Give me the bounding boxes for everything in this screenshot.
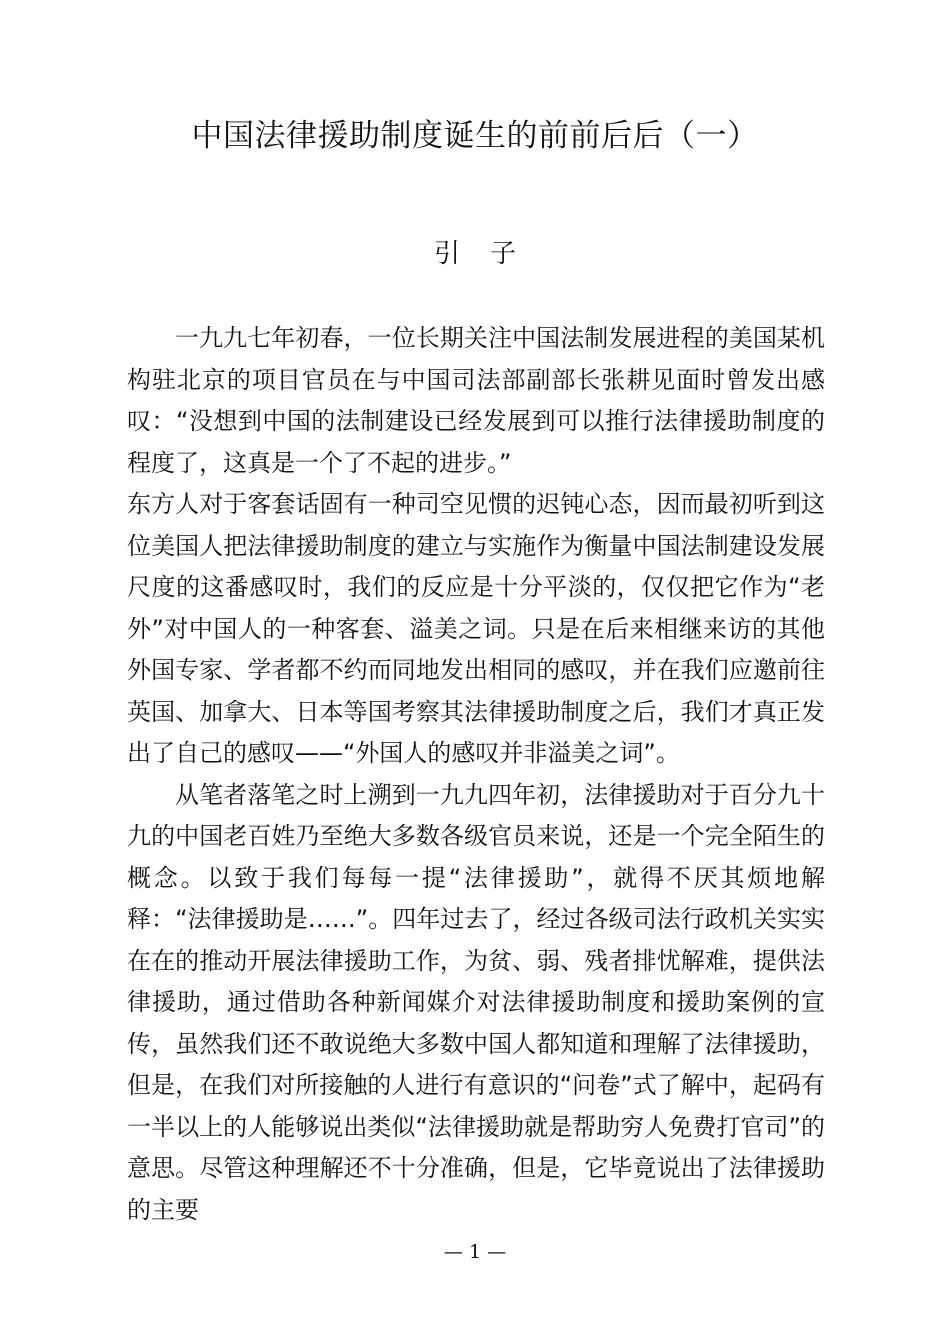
body-text <box>127 318 825 1231</box>
paragraph-3: 从笔者落笔之时上溯到一九九四年初，法律援助对于百分九十九的中国老百姓乃至绝大多数各级官员来说，还是一个完全陌生的概念。以致于我们每每一提“法律援助”，就得不厌其烦地解释：“法律援助是……”。四年过去了，经过各级司法行政机关实实在在的推动开展法律援助工作，为贫、弱、残者排忧解难，提供法律援助，通过借助各种新闻媒介对法律援助制度和援助案例的宣传，虽然我们还不敢说绝大多数中国人都知道和理解了法律援助，但是，在我们对所接触的人进行有意识的“问卷”式了解中，起码有一半以上的人能够说出类似“法律援助就是帮助穷人免费打官司”的意思。尽管这种理解还不十分准确，但是，它毕竟说出了法律援助的主要 <box>127 780 825 1224</box>
section-heading-char-1: 引 <box>433 239 460 269</box>
section-heading <box>0 232 950 276</box>
section-heading-char-2: 子 <box>490 239 517 269</box>
document-title: 中国法律援助制度诞生的前前后后（一） <box>191 118 759 154</box>
paragraph-1: 一九九七年初春，一位长期关注中国法制发展进程的美国某机构驻北京的项目官员在与中国司法部副部长张耕见面时曾发出感叹：“没想到中国的法制建设已经发展到可以推行法律援助制度的程度了，这真是一个了不起的进步。” <box>127 324 825 477</box>
page-number: — 1 — <box>443 1241 507 1263</box>
paragraph-2: 东方人对于客套话固有一种司空见惯的迟钝心态，因而最初听到这位美国人把法律援助制度的建立与实施作为衡量中国法制建设发展尺度的这番感叹时，我们的反应是十分平淡的，仅仅把它作为“老外”对中国人的一种客套、溢美之词。只是在后来相继来访的其他外国专家、学者都不约而同地发出相同的感叹，并在我们应邀前往英国、加拿大、日本等国考察其法律援助制度之后，我们才真正发出了自己的感叹——“外国人的感叹并非溢美之词”。 <box>127 490 825 767</box>
